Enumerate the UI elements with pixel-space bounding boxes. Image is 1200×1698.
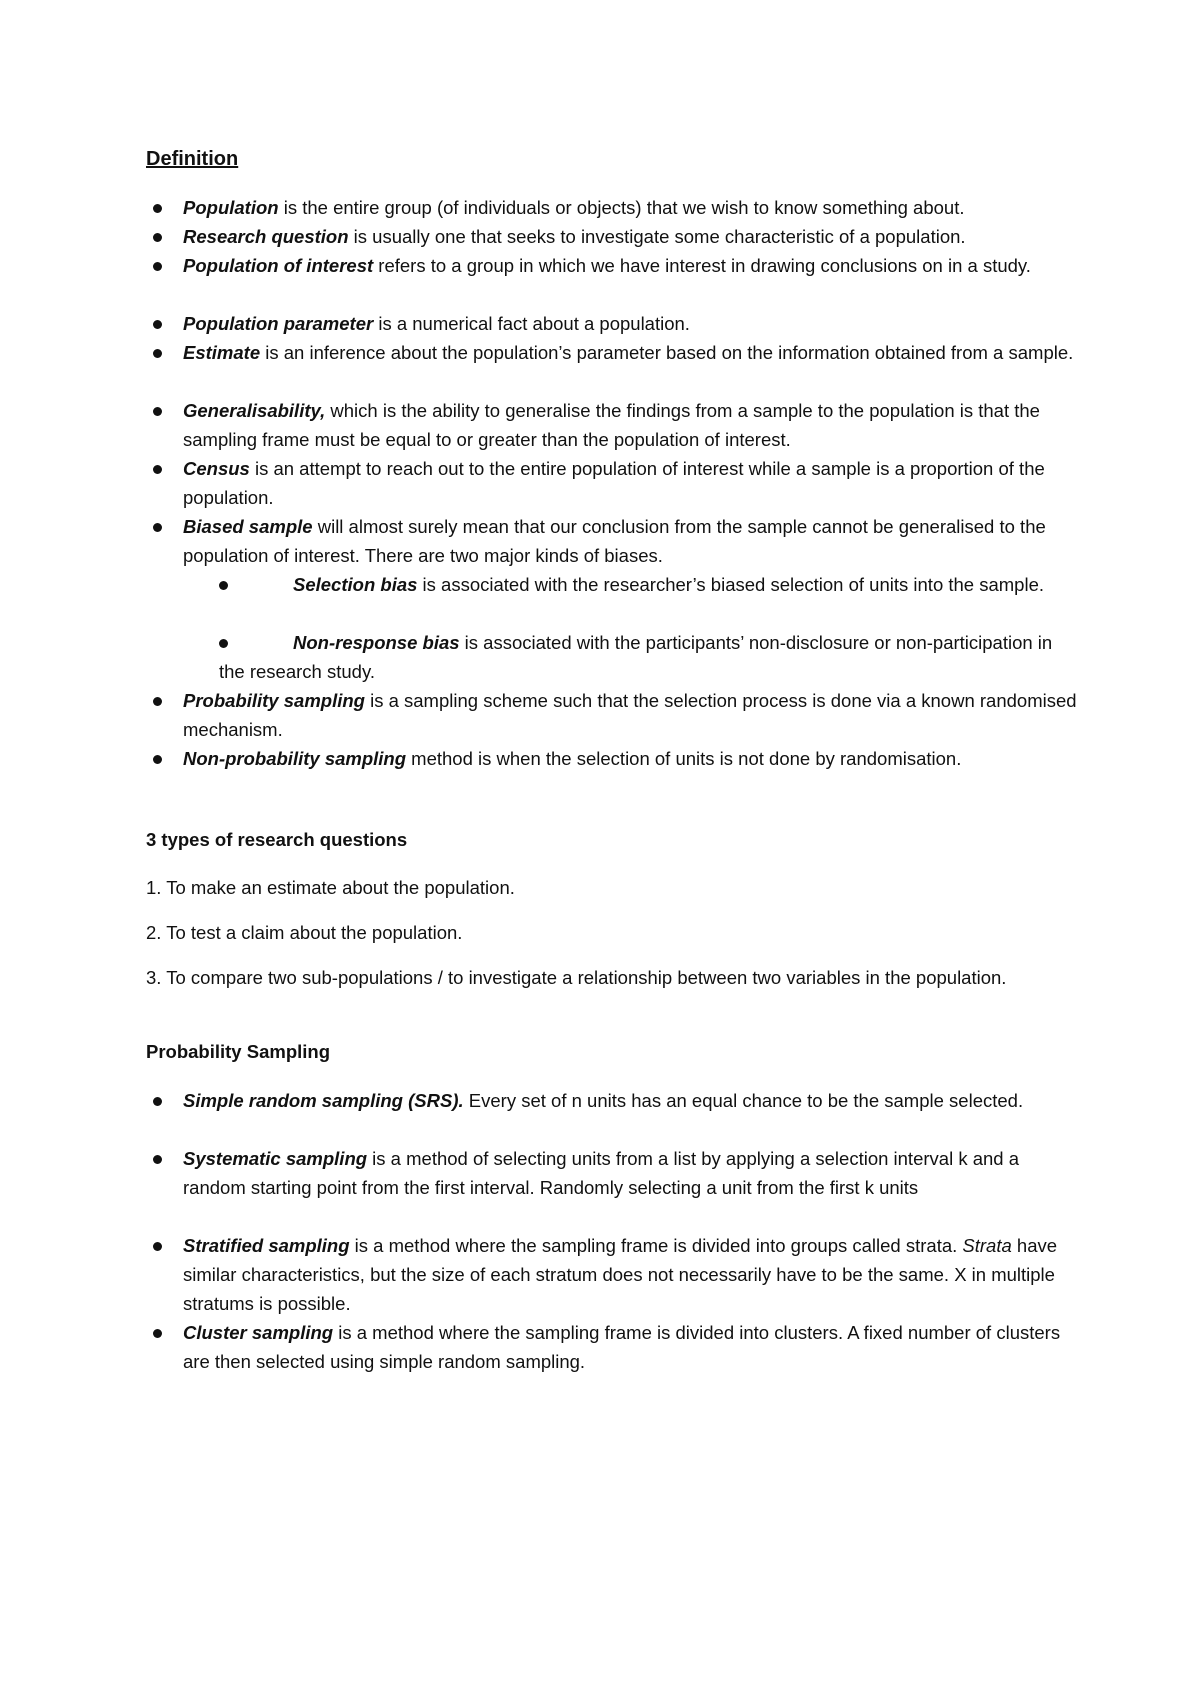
list-item	[183, 454, 1083, 512]
definition-heading: Definition	[146, 148, 239, 170]
sub-list-item	[219, 570, 1059, 599]
definition-text: is a numerical fact about a population.	[373, 313, 690, 334]
term: Simple random sampling (SRS).	[183, 1090, 464, 1111]
list-item	[183, 744, 1083, 773]
bullet-icon	[153, 349, 162, 358]
term: Non-probability sampling	[183, 748, 407, 769]
definition-text: is associated with the researcher’s biased selection of units into the sample.	[417, 574, 1045, 595]
bullet-icon	[153, 697, 162, 706]
probability-sampling-heading: Probability Sampling	[146, 1041, 330, 1062]
definition-text: is a method where the sampling frame is divided into clusters. A fixed number of clusters are then selected using simple random sampling.	[183, 1322, 1061, 1372]
bullet-icon	[153, 1329, 162, 1338]
term: Generalisability,	[183, 400, 326, 421]
term: Census	[183, 458, 250, 479]
numbered-item: 1. To make an estimate about the population.	[146, 877, 515, 898]
bullet-icon	[153, 523, 162, 532]
bullet-icon	[153, 262, 162, 271]
list-item	[183, 1318, 1083, 1376]
term: Stratified sampling	[183, 1235, 350, 1256]
term: Strata	[962, 1235, 1012, 1256]
definition-text: method is when the selection of units is not done by randomisation.	[406, 748, 962, 769]
list-item	[183, 1231, 1083, 1318]
list-item	[183, 512, 1083, 570]
term: Research question	[183, 226, 349, 247]
bullet-icon	[153, 233, 162, 242]
definition-text: is a sampling scheme such that the selection process is done via a known randomised mechanism.	[183, 690, 1077, 740]
term: Cluster sampling	[183, 1322, 334, 1343]
sub-list-item	[219, 628, 1059, 686]
list-item	[183, 1144, 1083, 1202]
list-item	[183, 396, 1083, 454]
bullet-icon	[153, 1242, 162, 1251]
list-item	[183, 251, 1083, 280]
bullet-icon	[153, 204, 162, 213]
bullet-icon	[153, 407, 162, 416]
bullet-icon	[153, 755, 162, 764]
term: Probability sampling	[183, 690, 365, 711]
term: Population of interest	[183, 255, 374, 276]
definition-text: is associated with the participants’ non-disclosure or non-participation in the research study.	[219, 632, 1053, 682]
bullet-icon	[153, 465, 162, 474]
research-questions-heading: 3 types of research questions	[146, 829, 408, 850]
definition-text: will almost surely mean that our conclusion from the sample cannot be generalised to the population of interest. There are two major kinds of biases.	[183, 516, 1046, 566]
sub-item-text	[219, 570, 1059, 599]
numbered-item: 2. To test a claim about the population.	[146, 922, 463, 943]
definition-text: is a method of selecting units from a list by applying a selection interval k and a random starting point from the first interval. Randomly selecting a unit from the first k units	[183, 1148, 1020, 1198]
list-item	[183, 686, 1083, 744]
definition-text: is usually one that seeks to investigate some characteristic of a population.	[348, 226, 966, 247]
term: Non-response bias	[293, 632, 460, 653]
term: Systematic sampling	[183, 1148, 368, 1169]
term: Biased sample	[183, 516, 313, 537]
numbered-item: 3. To compare two sub-populations / to investigate a relationship between two variables in the population.	[146, 967, 1007, 988]
bullet-icon	[219, 581, 228, 590]
bullet-icon	[153, 1155, 162, 1164]
list-item	[183, 338, 1083, 367]
sub-item-text	[219, 628, 1059, 686]
definition-text: which is the ability to generalise the findings from a sample to the population is that the sampling frame must be equal to or greater than the population of interest.	[183, 400, 1040, 450]
definition-text: have similar characteristics, but the size of each stratum does not necessarily have to be the same. X in multiple stratums is possible.	[183, 1235, 1058, 1314]
definition-text: is a method where the sampling frame is divided into groups called strata.	[349, 1235, 963, 1256]
term: Population	[183, 197, 279, 218]
term: Estimate	[183, 342, 261, 363]
definition-text: Every set of n units has an equal chance to be the sample selected.	[463, 1090, 1024, 1111]
list-item	[183, 309, 1083, 338]
term: Population parameter	[183, 313, 374, 334]
bullet-icon	[219, 639, 228, 648]
list-item	[183, 193, 1083, 222]
definition-text: is an inference about the population’s parameter based on the information obtained from a sample.	[260, 342, 1074, 363]
bullet-icon	[153, 320, 162, 329]
list-item	[183, 222, 1083, 251]
list-item	[183, 1086, 1083, 1115]
definition-text: is the entire group (of individuals or objects) that we wish to know something about.	[278, 197, 965, 218]
definition-text: refers to a group in which we have interest in drawing conclusions on in a study.	[373, 255, 1031, 276]
definition-text: is an attempt to reach out to the entire population of interest while a sample is a proportion of the population.	[183, 458, 1045, 508]
term: Selection bias	[293, 574, 418, 595]
bullet-icon	[153, 1097, 162, 1106]
